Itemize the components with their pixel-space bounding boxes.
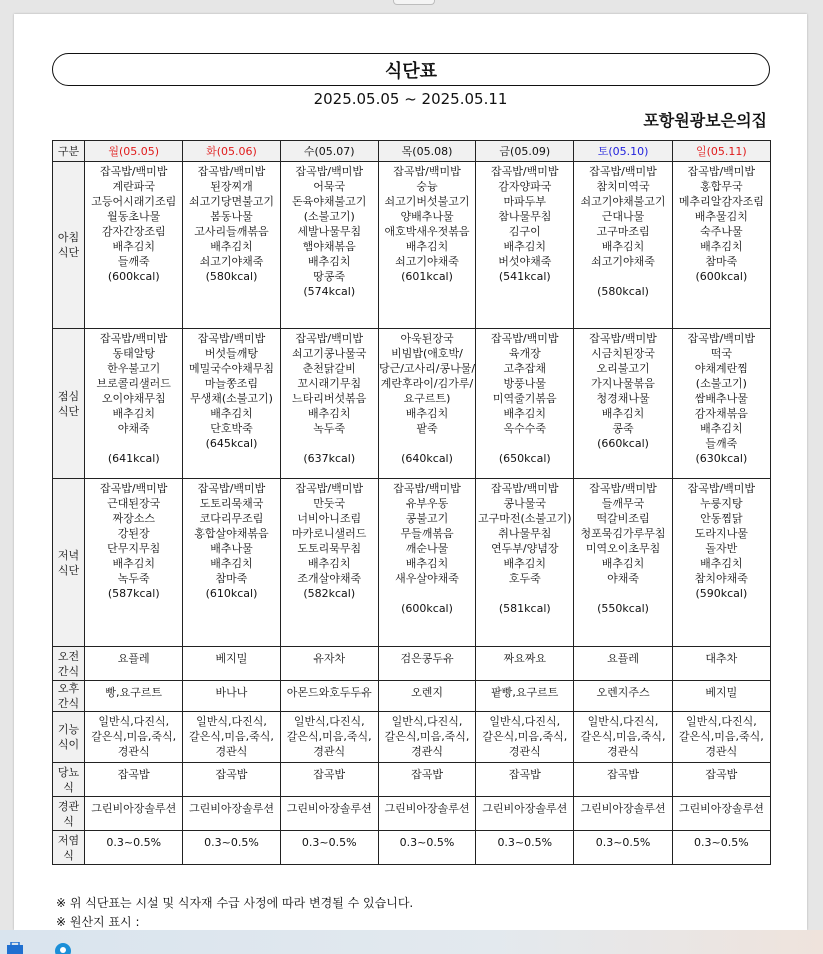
- menu-cell-text: 0.3~0.5%: [106, 836, 162, 849]
- menu-cell: [280, 329, 378, 479]
- menu-cell: [574, 329, 672, 479]
- menu-cell: [378, 162, 475, 329]
- menu-cell: [672, 712, 770, 763]
- menu-cell-text: 잡곡밥/백미밥 시금치된장국 오리불고기 가지나물볶음 청경채나물 배추김치 콩죽 (660kcal): [589, 332, 657, 450]
- menu-cell-text: 일반식,다진식,갈은식,미음,죽식,경관식: [384, 715, 470, 758]
- menu-cell: [378, 712, 475, 763]
- row-lowsalt: [53, 831, 771, 865]
- row-label: [53, 681, 85, 712]
- menu-cell-text: 잡곡밥/백미밥 떡국 야채계란찜(소불고기) 쌈배추나물 감자채볶음 배추김치 들깨죽 (630kcal): [687, 332, 756, 465]
- menu-cell-text: 잡곡밥: [313, 768, 346, 781]
- row-label: [53, 797, 85, 831]
- menu-cell-text: 그린비아장솔루션: [482, 802, 568, 815]
- day-header: 금(05.09): [476, 141, 574, 162]
- menu-cell: [476, 712, 574, 763]
- window-handle: [393, 0, 435, 5]
- menu-cell-text: 잡곡밥/백미밥 근대된장국 짜장소스 강된장 단무지무침 배추김치 녹두죽 (587kcal): [99, 482, 168, 600]
- menu-cell-text: 0.3~0.5%: [694, 836, 749, 849]
- row-breakfast: [53, 162, 771, 329]
- menu-cell-text: 잡곡밥/백미밥 계란파국 고등어시래기조림 월동초나물 감자간장조림 배추김치 들깨죽 (600kcal): [91, 165, 177, 283]
- menu-cell: [183, 763, 280, 797]
- day-header: 수(05.07): [280, 141, 378, 162]
- row-label-text: 점심 식단: [57, 389, 80, 418]
- menu-cell: [85, 479, 183, 647]
- menu-cell-text: 잡곡밥/백미밥 동태알탕 한우불고기 브로콜리샐러드 오이야채무침 배추김치 야채죽 (641kcal): [96, 332, 171, 465]
- menu-cell: [183, 162, 280, 329]
- row-label: [53, 162, 85, 329]
- menu-cell-text: 0.3~0.5%: [204, 836, 259, 849]
- menu-cell-text: 베지밀: [705, 686, 738, 699]
- menu-cell: [672, 831, 770, 865]
- menu-cell-text: 요플레: [117, 652, 150, 665]
- menu-cell-text: 0.3~0.5%: [399, 836, 455, 849]
- menu-cell-text: 일반식,다진식,갈은식,미음,죽식,경관식: [580, 715, 666, 758]
- row-label-text: 당뇨 식: [57, 765, 80, 794]
- row-label: [53, 647, 85, 681]
- menu-cell: [183, 647, 280, 681]
- menu-cell-text: 일반식,다진식,갈은식,미음,죽식,경관식: [678, 715, 764, 758]
- menu-cell-text: 그린비아장솔루션: [678, 802, 764, 815]
- menu-cell-text: 잡곡밥: [117, 768, 150, 781]
- menu-table: [52, 140, 771, 865]
- menu-cell-text: 잡곡밥: [508, 768, 541, 781]
- row-label-text: 경관 식: [57, 799, 80, 828]
- menu-cell: [476, 647, 574, 681]
- menu-cell: [574, 712, 672, 763]
- row-label-text: 오전 간식: [57, 649, 80, 678]
- menu-cell-text: 잡곡밥: [607, 768, 639, 781]
- menu-cell: [476, 831, 574, 865]
- row-tube: [53, 797, 771, 831]
- day-header: 화(05.06): [183, 141, 280, 162]
- menu-cell-text: 대추차: [705, 652, 738, 665]
- menu-cell-text: 잡곡밥/백미밥 만둣국 너비아니조림 마카로니샐러드 도토리묵무침 배추김치 조개살야채죽 (582kcal): [292, 482, 367, 600]
- menu-cell: [574, 831, 672, 865]
- page-title: 식단표: [52, 53, 770, 86]
- row-label: [53, 479, 85, 647]
- menu-cell-text: 잡곡밥/백미밥 유부우동 콩불고기 무들깨볶음 깨순나물 배추김치 새우살야채죽 (600kcal): [393, 482, 461, 615]
- menu-cell: [476, 763, 574, 797]
- menu-cell: [183, 831, 280, 865]
- menu-cell: [85, 797, 183, 831]
- menu-cell-text: 팥빵,요구르트: [491, 686, 559, 699]
- menu-cell-text: 오렌지주스: [596, 686, 650, 699]
- menu-cell-text: 일반식,다진식,갈은식,미음,죽식,경관식: [482, 715, 568, 758]
- menu-cell: [672, 763, 770, 797]
- menu-cell-text: 0.3~0.5%: [497, 836, 553, 849]
- row-texture: [53, 712, 771, 763]
- note-line: ※ 원산지 표시 :: [56, 915, 140, 929]
- day-header: 토(05.10): [574, 141, 672, 162]
- menu-cell-text: 잡곡밥/백미밥 홍합무국 메추리알감자조림 배추물김치 숙주나물 배추김치 참마죽 (600kcal): [678, 165, 764, 283]
- menu-cell: [378, 681, 475, 712]
- menu-cell: [378, 797, 475, 831]
- header-row: [53, 141, 771, 162]
- menu-cell-text: 짜요짜요: [503, 652, 547, 665]
- row-label-text: 저염 식: [57, 833, 80, 862]
- menu-cell: [476, 681, 574, 712]
- menu-cell: [672, 162, 770, 329]
- row-label-text: 저녁 식단: [57, 548, 80, 577]
- menu-cell-text: 일반식,다진식,갈은식,미음,죽식,경관식: [189, 715, 274, 758]
- menu-cell-text: 잡곡밥: [705, 768, 738, 781]
- menu-cell-text: 잡곡밥/백미밥 버섯들깨탕 메밀국수야채무침 마늘쫑조림 무생채(소불고기) 배추김치 단호박죽 (645kcal): [188, 332, 274, 450]
- menu-cell-text: 잡곡밥/백미밥 어묵국 돈육야채불고기(소불고기) 세발나물무침 햄야채볶음 배추김치 땅콩죽 (574kcal): [292, 165, 367, 298]
- menu-cell-text: 그린비아장솔루션: [91, 802, 177, 815]
- notes: [56, 894, 413, 932]
- corner-label: 구분: [53, 141, 85, 162]
- menu-cell: [85, 831, 183, 865]
- document-page: [14, 14, 807, 930]
- date-range: 2025.05.05 ~ 2025.05.11: [313, 90, 508, 108]
- row-snack-pm: [53, 681, 771, 712]
- menu-cell: [378, 831, 475, 865]
- menu-cell: [183, 681, 280, 712]
- menu-cell: [280, 797, 378, 831]
- note-line: ※ 위 식단표는 시설 및 식자재 수급 사정에 따라 변경될 수 있습니다.: [56, 896, 414, 910]
- menu-cell: [476, 162, 574, 329]
- menu-cell: [672, 797, 770, 831]
- menu-cell-text: 아욱된장국 비빔밥(애호박/당근/고사리/콩나물/계란후라이/김가루/요구르트) 배추김치 팥죽 (640kcal): [378, 332, 476, 465]
- menu-cell: [183, 712, 280, 763]
- row-snack-am: [53, 647, 771, 681]
- menu-cell: [378, 763, 475, 797]
- row-label: [53, 831, 85, 865]
- menu-cell: [672, 681, 770, 712]
- menu-cell-text: 0.3~0.5%: [301, 836, 357, 849]
- menu-cell: [280, 831, 378, 865]
- menu-cell: [85, 763, 183, 797]
- menu-cell-text: 그린비아장솔루션: [188, 802, 274, 815]
- menu-cell-text: 0.3~0.5%: [595, 836, 651, 849]
- menu-cell-text: 잡곡밥/백미밥 콩나물국 고구마전(소불고기) 취나물무침 연두부/양념장 배추김치 호두죽 (581kcal): [477, 482, 572, 615]
- menu-cell-text: 잡곡밥/백미밥 감자양파국 마파두부 참나물무침 김구이 배추김치 버섯야채죽 (541kcal): [491, 165, 559, 283]
- menu-cell: [280, 763, 378, 797]
- menu-cell: [574, 479, 672, 647]
- menu-cell-text: 잡곡밥/백미밥 쇠고기콩나물국 춘천닭갈비 꼬시래기무침 느타리버섯볶음 배추김치 녹두죽 (637kcal): [292, 332, 367, 465]
- menu-cell-text: 잡곡밥/백미밥 누룽지탕 안동찜닭 도라지나물 돌자반 배추김치 참치야채죽 (590kcal): [687, 482, 756, 600]
- menu-cell: [476, 797, 574, 831]
- menu-cell-text: 그린비아장솔루션: [384, 802, 470, 815]
- menu-cell-text: 빵,요구르트: [105, 686, 163, 699]
- menu-cell: [574, 681, 672, 712]
- menu-cell: [476, 479, 574, 647]
- menu-cell-text: 일반식,다진식,갈은식,미음,죽식,경관식: [91, 715, 177, 758]
- menu-cell-text: 잡곡밥/백미밥 참치미역국 쇠고기야채불고기 근대나물 고구마조림 배추김치 쇠고기야채죽 (580kcal): [580, 165, 666, 298]
- menu-cell-text: 요플레: [607, 652, 639, 665]
- menu-cell: [280, 479, 378, 647]
- menu-cell-text: 잡곡밥/백미밥 들깨무국 떡갈비조림 청포묵김가루무침 미역오이초무침 배추김치 야채죽 (550kcal): [580, 482, 666, 615]
- menu-cell-text: 잡곡밥/백미밥 된장찌개 쇠고기당면불고기 봄동나물 고사리들깨볶음 배추김치 쇠고기야채죽 (580kcal): [188, 165, 274, 283]
- menu-cell: [85, 647, 183, 681]
- menu-cell-text: 잡곡밥: [215, 768, 248, 781]
- row-label-text: 기능 식이: [57, 723, 80, 751]
- menu-cell-text: 오렌지: [411, 686, 443, 699]
- menu-cell: [672, 329, 770, 479]
- row-diabetic: [53, 763, 771, 797]
- row-dinner: [53, 479, 771, 647]
- menu-cell-text: 바나나: [215, 686, 248, 699]
- menu-cell: [378, 329, 475, 479]
- menu-cell-text: 잡곡밥: [411, 768, 443, 781]
- menu-cell-text: 잡곡밥/백미밥 숭늉 쇠고기버섯불고기 양배추나물 애호박새우젓볶음 배추김치 쇠고기야채죽 (601kcal): [384, 165, 470, 283]
- menu-cell: [574, 162, 672, 329]
- menu-cell: [574, 797, 672, 831]
- menu-cell: [183, 479, 280, 647]
- menu-cell-text: 일반식,다진식,갈은식,미음,죽식,경관식: [286, 715, 372, 758]
- menu-cell: [574, 763, 672, 797]
- menu-cell-text: 검은콩두유: [400, 652, 454, 665]
- row-label-text: 오후 간식: [57, 682, 80, 710]
- taskbar: [0, 930, 823, 954]
- menu-cell: [183, 797, 280, 831]
- menu-cell-text: 잡곡밥/백미밥 도토리묵채국 코다리무조림 홍합살야채볶음 배추나물 배추김치 참마죽 (610kcal): [194, 482, 269, 600]
- row-label: [53, 329, 85, 479]
- row-label: [53, 712, 85, 763]
- menu-cell: [378, 647, 475, 681]
- day-header: 월(05.05): [85, 141, 183, 162]
- menu-cell: [280, 681, 378, 712]
- menu-cell: [280, 647, 378, 681]
- menu-cell: [85, 681, 183, 712]
- menu-cell: [183, 329, 280, 479]
- menu-cell: [476, 329, 574, 479]
- menu-cell-text: 잡곡밥/백미밥 육개장 고추잡채 방풍나물 미역줄기볶음 배추김치 옥수수죽 (650kcal): [491, 332, 559, 465]
- row-lunch: [53, 329, 771, 479]
- menu-cell-text: 그린비아장솔루션: [286, 802, 372, 815]
- edge-icon[interactable]: [54, 942, 72, 954]
- menu-cell-text: 베지밀: [215, 652, 248, 665]
- menu-cell: [85, 162, 183, 329]
- row-label: [53, 763, 85, 797]
- store-icon[interactable]: [6, 942, 24, 954]
- row-label-text: 아침 식단: [57, 231, 80, 259]
- menu-cell: [280, 712, 378, 763]
- menu-cell: [378, 479, 475, 647]
- day-header: 일(05.11): [672, 141, 770, 162]
- menu-cell-text: 유자차: [313, 652, 346, 665]
- menu-cell: [574, 647, 672, 681]
- menu-cell: [85, 712, 183, 763]
- menu-cell: [672, 647, 770, 681]
- day-header: 목(05.08): [378, 141, 475, 162]
- menu-cell: [280, 162, 378, 329]
- facility-name: 포항원광보은의집: [643, 111, 767, 130]
- menu-cell-text: 그린비아장솔루션: [580, 802, 666, 815]
- menu-cell-text: 아몬드와호두두유: [286, 686, 372, 699]
- menu-cell: [672, 479, 770, 647]
- menu-cell: [85, 329, 183, 479]
